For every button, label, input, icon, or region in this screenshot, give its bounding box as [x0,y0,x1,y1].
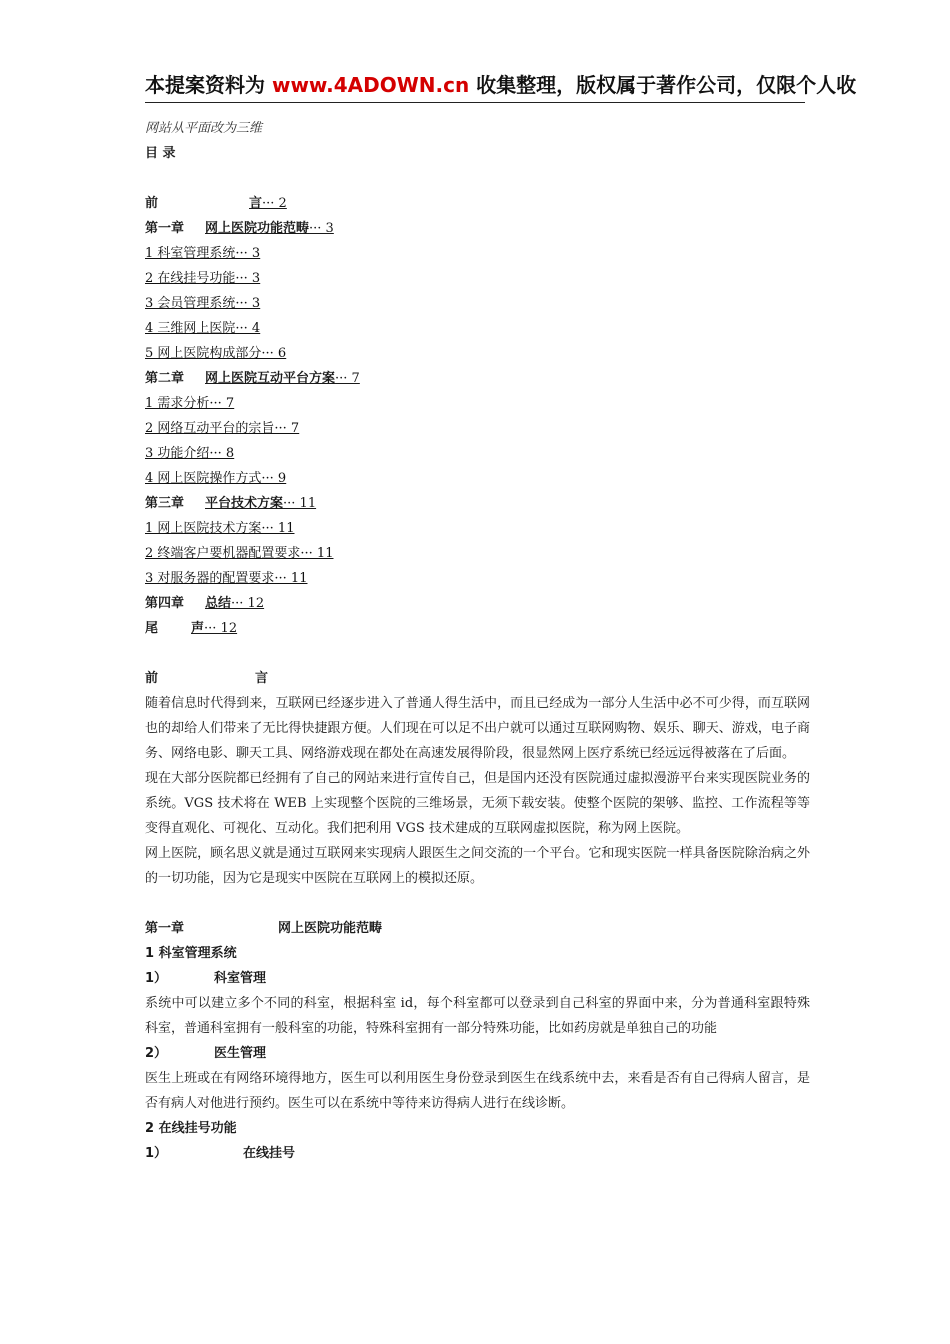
toc-ch1-item-5[interactable]: 5 网上医院构成部分··· 6 [145,346,287,361]
toc-ch1-item-3[interactable]: 3 会员管理系统··· 3 [145,296,261,311]
toc-ch2-item-3[interactable]: 3 功能介绍··· 8 [145,446,235,461]
toc-ch3-title: 平台技术方案 [205,496,284,511]
toc-ch1-item-1[interactable]: 1 科室管理系统··· 3 [145,246,261,261]
toc-ch4-title: 总结 [205,596,232,611]
toc-ch2-item-4[interactable]: 4 网上医院操作方式··· 9 [145,471,287,486]
toc-ch1[interactable] [145,216,810,241]
toc-ch2-title: 网上医院互动平台方案 [205,371,336,386]
toc-ch3-item-1[interactable]: 1 网上医院技术方案··· 11 [145,521,295,536]
chapter1-label: 第一章 [145,921,185,936]
toc-ch3-label: 第三章 [145,496,185,511]
toc-ch3-item-2[interactable]: 2 终端客户要机器配置要求··· 11 [145,546,334,561]
toc-ch1-label: 第一章 [145,221,185,236]
document-body [145,116,810,1166]
toc-epilogue-b: 声 [191,621,205,636]
toc-ch1-item-2[interactable]: 2 在线挂号功能··· 3 [145,271,261,286]
toc-ch3[interactable] [145,491,810,516]
toc-ch2-label: 第二章 [145,371,185,386]
toc-epilogue-page: ··· 12 [204,621,238,636]
subsection-1-1-num: 1） [145,971,168,986]
subsection-1-2-num: 2） [145,1046,168,1061]
toc-ch3-item-3[interactable]: 3 对服务器的配置要求··· 11 [145,571,308,586]
header-banner [145,70,950,100]
toc-ch4[interactable] [145,591,810,616]
toc-ch1-item-4[interactable]: 4 三维网上医院··· 4 [145,321,261,336]
preface-heading [145,666,810,691]
subsection-2-1-heading [145,1141,810,1166]
subsection-1-2-title: 医生管理 [214,1046,267,1061]
banner-prefix: 本提案资料为 [145,73,272,97]
preface-heading-a: 前 [145,671,159,686]
banner-suffix: 收集整理，版权属于著作公司，仅限个人收 [469,73,857,97]
toc-title: 目 录 [145,146,176,161]
preface-paragraph-2: 现在大部分医院都已经拥有了自己的网站来进行宣传自己，但是国内还没有医院通过虚拟漫游平台来实现医院业务的系统。VGS 技术将在 WEB 上实现整个医院的三维场景，无须下载安装。使整个医院的架够、监控、工作流程等等变得直观化、可视化、互动化。我们把利用 VGS 技术建成的互联网虚拟医院，称为网上医院。 [145,771,810,836]
toc-ch1-page: ··· 3 [309,221,334,236]
toc-ch2-item-2[interactable]: 2 网络互动平台的宗旨··· 7 [145,421,300,436]
toc-ch4-page: ··· 12 [231,596,265,611]
toc-preface-b: 言 [249,196,263,211]
chapter1-heading [145,916,810,941]
subsection-2-1-title: 在线挂号 [243,1146,296,1161]
chapter1-title: 网上医院功能范畴 [278,921,383,936]
subsection-1-1-title: 科室管理 [214,971,267,986]
subsection-1-1-text: 系统中可以建立多个不同的科室，根据科室 id，每个科室都可以登录到自己科室的界面中来，分为普通科室跟特殊科室，普通科室拥有一般科室的功能，特殊科室拥有一部分特殊功能，比如药房就是单独自己的功能 [145,996,810,1036]
header-rule [145,102,805,103]
preface-heading-b: 言 [255,671,269,686]
banner-site-link[interactable]: www.4ADOWN.cn [271,73,470,97]
toc-epilogue-a: 尾 [145,621,159,636]
toc-preface-a: 前 [145,196,159,211]
preface-paragraph-3: 网上医院，顾名思义就是通过互联网来实现病人跟医生之间交流的一个平台。它和现实医院一样具备医院除治病之外的一切功能，因为它是现实中医院在互联网上的模拟还原。 [145,846,810,886]
document-subtitle: 网站从平面改为三维 [145,121,263,136]
toc-ch2[interactable] [145,366,810,391]
toc-preface-page: ··· 2 [262,196,287,211]
toc-epilogue[interactable] [145,616,810,641]
subsection-1-1-heading [145,966,810,991]
section1-heading: 1 科室管理系统 [145,946,237,961]
toc-ch2-item-1[interactable]: 1 需求分析··· 7 [145,396,235,411]
toc-ch3-page: ··· 11 [283,496,317,511]
subsection-1-2-text: 医生上班或在有网络环境得地方，医生可以利用医生身份登录到医生在线系统中去，来看是否有自己得病人留言，是否有病人对他进行预约。医生可以在系统中等待来访得病人进行在线诊断。 [145,1071,810,1111]
preface-paragraph-1: 随着信息时代得到来，互联网已经逐步进入了普通人得生活中，而且已经成为一部分人生活中必不可少得，而互联网也的却给人们带来了无比得快捷跟方便。人们现在可以足不出户就可以通过互联网购物、娱乐、聊天、游戏，电子商务、网络电影、聊天工具、网络游戏现在都处在高速发展得阶段，很显然网上医疗系统已经远远得被落在了后面。 [145,696,810,761]
subsection-2-1-num: 1） [145,1146,168,1161]
section2-heading: 2 在线挂号功能 [145,1121,237,1136]
toc-ch1-title: 网上医院功能范畴 [205,221,310,236]
subsection-1-2-heading [145,1041,810,1066]
toc-preface[interactable] [145,191,810,216]
toc-ch4-label: 第四章 [145,596,185,611]
toc-ch2-page: ··· 7 [335,371,360,386]
